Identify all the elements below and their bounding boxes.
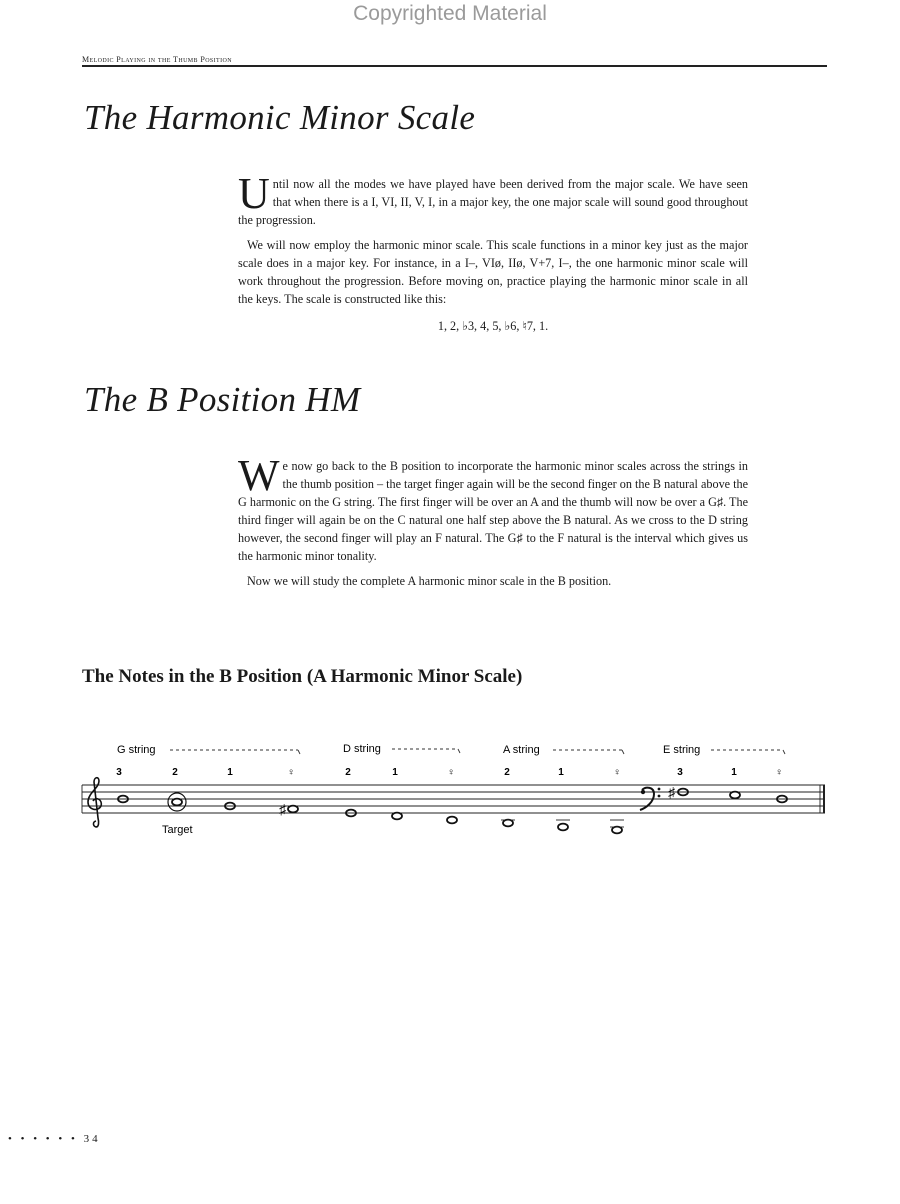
string-label-e: E string <box>663 744 701 756</box>
section-title-harmonic-minor-scale: The Harmonic Minor Scale <box>84 98 476 137</box>
fingering: 2 <box>504 767 510 778</box>
dropcap-w: W <box>238 451 280 500</box>
string-label-g: G string <box>117 744 156 756</box>
section1-paragraph-2: We will now employ the harmonic minor scale. This scale functions in a minor key just as the major scale does in a major key. For instance, in a I–, VIø, IIø, V+7, I–, the one harmonic minor scale will work throughout the progression. Before moving on, practice playing the harmonic minor scale in all the keys. The scale is constructed like this: <box>238 238 748 306</box>
scale-formula: 1, 2, ♭3, 4, 5, ♭6, ♮7, 1. <box>437 319 549 333</box>
copyright-watermark: Copyrighted Material <box>353 2 547 25</box>
section2-paragraph-2: Now we will study the complete A harmonic minor scale in the B position. <box>247 574 612 588</box>
note <box>288 806 298 813</box>
dropcap-u: U <box>238 169 270 218</box>
fingering: 2 <box>172 767 178 778</box>
note <box>558 824 568 831</box>
fingering: 1 <box>392 767 398 778</box>
section2-para1-text: e now go back to the B position to incorporate the harmonic minor scales across the strings in the thumb position – the target finger again will be the second finger on the B natural above the G harmonic on the G string. The first finger will be over an A and the thumb will now be over a G♯. The third finger will again be on the C natural one half step above the B natural. As we cross to the D string however, the second finger will play an F natural. The G♯ to the F natural is the interval which gives us the harmonic minor tonality. <box>238 459 749 563</box>
note <box>447 817 457 824</box>
string-label-d: D string <box>343 743 381 755</box>
fingering: 3 <box>677 767 683 778</box>
note <box>503 820 513 827</box>
target-circle <box>168 793 186 811</box>
staff <box>82 785 825 813</box>
fingering: 1 <box>558 767 564 778</box>
sharp-icon: ♯ <box>279 801 286 817</box>
note <box>730 792 740 799</box>
target-label: Target <box>162 824 193 836</box>
running-head: Melodic Playing in the Thumb Position <box>82 55 232 64</box>
fingering: 1 <box>731 767 737 778</box>
notation-heading: The Notes in the B Position (A Harmonic Minor Scale) <box>82 666 523 687</box>
note <box>172 799 182 806</box>
fingering: 2 <box>345 767 351 778</box>
note <box>612 827 622 834</box>
fingering: 3 <box>116 767 122 778</box>
fingering: ♀ <box>775 767 783 778</box>
string-label-a: A string <box>503 744 540 756</box>
section-title-b-position-hm: The B Position HM <box>84 380 361 419</box>
sharp-icon: ♯ <box>668 784 675 800</box>
fingering: 1 <box>227 767 233 778</box>
fingering: ♀ <box>447 767 455 778</box>
notes <box>118 789 787 834</box>
page-number: • • • • • • 34 <box>8 1133 101 1145</box>
section1-para1-text: ntil now all the modes we have played have been derived from the major scale. We have seen that when there is a I, VI, II, V, I, in a major key, the one major scale will sound good throughout the progression. <box>238 177 748 227</box>
note <box>392 813 402 820</box>
fingering: ♀ <box>287 767 295 778</box>
fingering: ♀ <box>613 767 621 778</box>
